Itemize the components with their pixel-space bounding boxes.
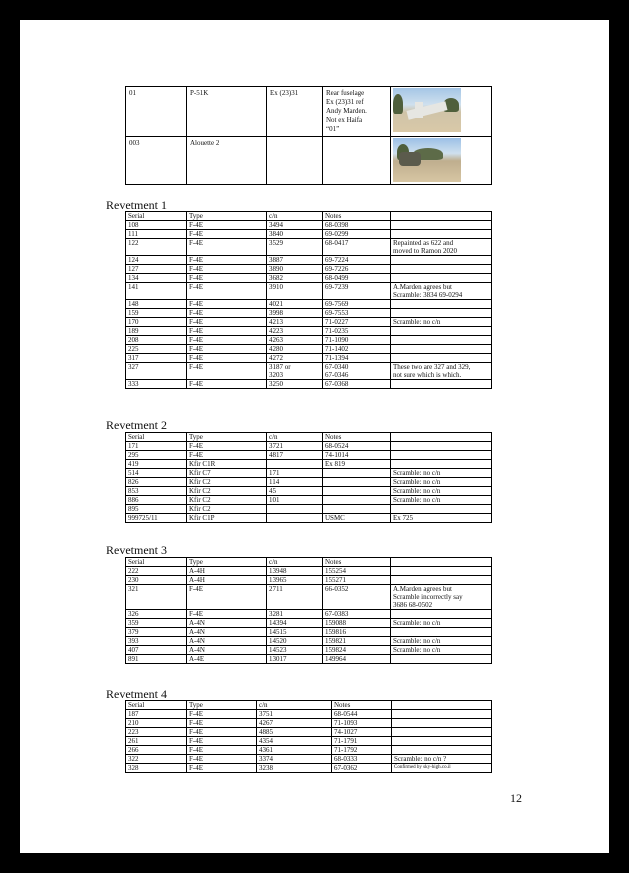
document-page <box>20 20 609 853</box>
remarks-cell: A.Marden agrees but Scramble: 3834 69-0294 <box>391 283 492 300</box>
remarks-cell <box>391 327 492 336</box>
table-row <box>126 354 492 363</box>
notes-cell <box>323 469 391 478</box>
serial-cell: 379 <box>126 628 187 637</box>
notes-cell: 71-1394 <box>323 354 391 363</box>
table-row <box>126 137 492 185</box>
serial-cell: 514 <box>126 469 187 478</box>
page-number: 12 <box>510 791 522 805</box>
type-cell: F-4E <box>187 256 267 265</box>
serial-cell: 826 <box>126 478 187 487</box>
cn-cell: 3374 <box>257 755 332 764</box>
remarks-cell <box>392 719 492 728</box>
serial-cell: 189 <box>126 327 187 336</box>
notes-cell: 71-1402 <box>323 345 391 354</box>
serial-cell: 295 <box>126 451 187 460</box>
cn-cell: 13017 <box>267 655 323 664</box>
column-header: Type <box>187 558 267 567</box>
table-row <box>126 300 492 309</box>
remarks-cell: Repainted as 622 and moved to Ramon 2020 <box>391 239 492 256</box>
notes-cell: Ex 819 <box>323 460 391 469</box>
type-cell: F-4E <box>187 442 267 451</box>
table-row <box>126 728 492 737</box>
table-header-row <box>126 433 492 442</box>
table-row <box>126 505 492 514</box>
remarks-cell <box>391 256 492 265</box>
notes-cell <box>323 505 391 514</box>
remarks-cell <box>391 655 492 664</box>
remarks-cell <box>391 442 492 451</box>
table-row <box>126 710 492 719</box>
serial-cell: 003 <box>126 137 187 185</box>
notes-cell: 159824 <box>323 646 391 655</box>
serial-cell: 321 <box>126 585 187 610</box>
remarks-cell <box>391 345 492 354</box>
notes-cell: 69-0299 <box>323 230 391 239</box>
remarks-cell <box>391 354 492 363</box>
aircraft-photo-table <box>125 86 492 185</box>
remarks-cell: Ex 725 <box>391 514 492 523</box>
type-cell: F-4E <box>187 265 267 274</box>
table-row <box>126 585 492 610</box>
cn-cell: 4213 <box>267 318 323 327</box>
table-row <box>126 478 492 487</box>
section-heading: Revetment 4 <box>106 687 167 701</box>
tail-shape <box>415 102 423 118</box>
serial-cell: 134 <box>126 274 187 283</box>
serial-cell: 108 <box>126 221 187 230</box>
column-header: Notes <box>332 701 392 710</box>
type-cell: A-4N <box>187 637 267 646</box>
serial-cell: 322 <box>126 755 187 764</box>
table-row <box>126 256 492 265</box>
remarks-cell: Scramble: no c/n <box>391 619 492 628</box>
table-row <box>126 469 492 478</box>
table-row <box>126 221 492 230</box>
remarks-cell: Scramble: no c/n <box>391 469 492 478</box>
serial-cell: 111 <box>126 230 187 239</box>
serial-cell: 419 <box>126 460 187 469</box>
tree-shape <box>393 94 403 114</box>
type-cell: F-4E <box>187 345 267 354</box>
table-row <box>126 327 492 336</box>
serial-cell: 999725/11 <box>126 514 187 523</box>
notes-cell: USMC <box>323 514 391 523</box>
serial-cell: 124 <box>126 256 187 265</box>
notes-cell: 155254 <box>323 567 391 576</box>
table-header-row <box>126 558 492 567</box>
table-row <box>126 380 492 389</box>
notes-cell: 68-0524 <box>323 442 391 451</box>
remarks-cell: Scramble: no c/n <box>391 496 492 505</box>
cn-cell: 3910 <box>267 283 323 300</box>
type-cell: A-4N <box>187 619 267 628</box>
table-row <box>126 230 492 239</box>
table-row <box>126 619 492 628</box>
notes-cell: 68-0398 <box>323 221 391 230</box>
type-cell: F-4E <box>187 239 267 256</box>
table-row <box>126 239 492 256</box>
remarks-cell <box>391 451 492 460</box>
cn-cell <box>267 460 323 469</box>
column-header <box>392 701 492 710</box>
table-row <box>126 496 492 505</box>
cn-cell: 114 <box>267 478 323 487</box>
serial-cell: 317 <box>126 354 187 363</box>
notes-cell: 71-1792 <box>332 746 392 755</box>
cn-cell <box>267 137 323 185</box>
serial-cell: 122 <box>126 239 187 256</box>
type-cell: Kfir C1P <box>187 514 267 523</box>
type-cell: F-4E <box>187 283 267 300</box>
notes-cell: Rear fuselage Ex (23)31 ref Andy Marden. Not ex Haifa “01” <box>323 87 391 137</box>
type-cell: A-4N <box>187 628 267 637</box>
cn-cell: 14394 <box>267 619 323 628</box>
type-cell: Alouette 2 <box>187 137 267 185</box>
type-cell: A-4H <box>187 576 267 585</box>
table-row <box>126 274 492 283</box>
cn-cell: 3998 <box>267 309 323 318</box>
serial-cell: 393 <box>126 637 187 646</box>
serial-cell: 171 <box>126 442 187 451</box>
type-cell: F-4E <box>187 274 267 283</box>
type-cell: F-4E <box>187 380 267 389</box>
table-row <box>126 746 492 755</box>
cn-cell: 4817 <box>267 451 323 460</box>
cn-cell: 4272 <box>267 354 323 363</box>
type-cell: A-4H <box>187 567 267 576</box>
fuselage-shape <box>407 101 448 119</box>
serial-cell: 359 <box>126 619 187 628</box>
table-row <box>126 655 492 664</box>
cn-cell: 14523 <box>267 646 323 655</box>
table-row <box>126 451 492 460</box>
table-row <box>126 628 492 637</box>
table-row <box>126 637 492 646</box>
table-row <box>126 610 492 619</box>
cn-cell: 3840 <box>267 230 323 239</box>
helicopter-body-shape <box>399 152 421 166</box>
column-header: c/n <box>267 433 323 442</box>
remarks-cell <box>392 710 492 719</box>
column-header: Type <box>187 433 267 442</box>
type-cell: Kfir C2 <box>187 487 267 496</box>
remarks-cell: Scramble: no c/n <box>391 646 492 655</box>
type-cell: F-4E <box>187 318 267 327</box>
remarks-cell <box>391 300 492 309</box>
notes-cell: 67-0368 <box>323 380 391 389</box>
serial-cell: 266 <box>126 746 187 755</box>
cn-cell: 3187 or 3203 <box>267 363 323 380</box>
revetment-table <box>125 211 492 389</box>
type-cell: F-4E <box>187 221 267 230</box>
type-cell: F-4E <box>187 764 257 773</box>
table-row <box>126 764 492 773</box>
type-cell: F-4E <box>187 363 267 380</box>
type-cell: Kfir C1R <box>187 460 267 469</box>
table-row <box>126 719 492 728</box>
type-cell: F-4E <box>187 327 267 336</box>
type-cell: F-4E <box>187 728 257 737</box>
notes-cell: 68-0333 <box>332 755 392 764</box>
helicopter-photo <box>393 138 461 182</box>
table-row <box>126 363 492 380</box>
table-header-row <box>126 212 492 221</box>
serial-cell: 148 <box>126 300 187 309</box>
remarks-cell <box>392 746 492 755</box>
remarks-cell <box>392 728 492 737</box>
column-header: c/n <box>267 212 323 221</box>
serial-cell: 895 <box>126 505 187 514</box>
notes-cell: 69-7553 <box>323 309 391 318</box>
notes-cell <box>323 478 391 487</box>
cn-cell: 4021 <box>267 300 323 309</box>
remarks-cell: Confirmed by sky-high.co.il <box>392 764 492 773</box>
column-header: c/n <box>267 558 323 567</box>
table-row <box>126 87 492 137</box>
remarks-cell <box>391 460 492 469</box>
type-cell: F-4E <box>187 746 257 755</box>
column-header: Type <box>187 212 267 221</box>
revetment-table <box>125 700 492 773</box>
cn-cell: 3281 <box>267 610 323 619</box>
cn-cell: 3238 <box>257 764 332 773</box>
notes-cell <box>323 137 391 185</box>
column-header: Notes <box>323 212 391 221</box>
table-row <box>126 309 492 318</box>
remarks-cell <box>391 567 492 576</box>
cn-cell: 14520 <box>267 637 323 646</box>
remarks-cell <box>391 230 492 239</box>
serial-cell: 127 <box>126 265 187 274</box>
cn-cell: 3494 <box>267 221 323 230</box>
column-header <box>391 558 492 567</box>
revetment-table <box>125 432 492 523</box>
type-cell: Kfir C7 <box>187 469 267 478</box>
type-cell: F-4E <box>187 336 267 345</box>
aircraft-photo <box>393 88 461 132</box>
cn-cell: 3529 <box>267 239 323 256</box>
serial-cell: 208 <box>126 336 187 345</box>
revetment-table <box>125 557 492 664</box>
table-row <box>126 283 492 300</box>
notes-cell: 74-1027 <box>332 728 392 737</box>
remarks-cell <box>391 576 492 585</box>
notes-cell: 68-0417 <box>323 239 391 256</box>
cn-cell: 45 <box>267 487 323 496</box>
notes-cell: 149964 <box>323 655 391 664</box>
remarks-cell <box>391 309 492 318</box>
type-cell: F-4E <box>187 610 267 619</box>
column-header: Serial <box>126 558 187 567</box>
cn-cell: 3682 <box>267 274 323 283</box>
serial-cell: 327 <box>126 363 187 380</box>
cn-cell: 4354 <box>257 737 332 746</box>
remarks-cell <box>391 221 492 230</box>
cn-cell: 13965 <box>267 576 323 585</box>
cn-cell: 4263 <box>267 336 323 345</box>
notes-cell: 159088 <box>323 619 391 628</box>
table-row <box>126 345 492 354</box>
cn-cell: 3751 <box>257 710 332 719</box>
type-cell: F-4E <box>187 230 267 239</box>
table-row <box>126 336 492 345</box>
serial-cell: 891 <box>126 655 187 664</box>
serial-cell: 230 <box>126 576 187 585</box>
type-cell: Kfir C2 <box>187 478 267 487</box>
column-header: Serial <box>126 433 187 442</box>
column-header <box>391 433 492 442</box>
column-header: Notes <box>323 433 391 442</box>
serial-cell: 333 <box>126 380 187 389</box>
remarks-cell <box>392 737 492 746</box>
remarks-cell <box>391 274 492 283</box>
notes-cell: 71-1791 <box>332 737 392 746</box>
table-header-row <box>126 701 492 710</box>
remarks-cell: Scramble: no c/n <box>391 478 492 487</box>
type-cell: F-4E <box>187 300 267 309</box>
column-header: Notes <box>323 558 391 567</box>
cn-cell: 4361 <box>257 746 332 755</box>
cn-cell: 3721 <box>267 442 323 451</box>
table-row <box>126 755 492 764</box>
cn-cell: 2711 <box>267 585 323 610</box>
remarks-cell <box>391 610 492 619</box>
cn-cell <box>267 505 323 514</box>
remarks-cell: Scramble: no c/n <box>391 637 492 646</box>
notes-cell: 67-0362 <box>332 764 392 773</box>
notes-cell: 71-0227 <box>323 318 391 327</box>
remarks-cell: Scramble: no c/n <box>391 318 492 327</box>
notes-cell: 69-7239 <box>323 283 391 300</box>
table-row <box>126 567 492 576</box>
table-row <box>126 487 492 496</box>
table-row <box>126 460 492 469</box>
cn-cell: 4885 <box>257 728 332 737</box>
type-cell: A-4E <box>187 655 267 664</box>
serial-cell: 159 <box>126 309 187 318</box>
remarks-cell: Scramble: no c/n <box>391 487 492 496</box>
cn-cell: 3890 <box>267 265 323 274</box>
serial-cell: 407 <box>126 646 187 655</box>
cn-cell: 13948 <box>267 567 323 576</box>
table-row <box>126 576 492 585</box>
type-cell: F-4E <box>187 451 267 460</box>
serial-cell: 225 <box>126 345 187 354</box>
cn-cell: Ex (23)31 <box>267 87 323 137</box>
remarks-cell: Scramble: no c/n ? <box>392 755 492 764</box>
remarks-cell <box>391 336 492 345</box>
serial-cell: 170 <box>126 318 187 327</box>
notes-cell: 69-7224 <box>323 256 391 265</box>
serial-cell: 886 <box>126 496 187 505</box>
remarks-cell <box>391 380 492 389</box>
cn-cell: 3250 <box>267 380 323 389</box>
type-cell: F-4E <box>187 309 267 318</box>
column-header <box>391 212 492 221</box>
table-row <box>126 646 492 655</box>
serial-cell: 326 <box>126 610 187 619</box>
notes-cell: 74-1014 <box>323 451 391 460</box>
column-header: c/n <box>257 701 332 710</box>
type-cell: F-4E <box>187 719 257 728</box>
notes-cell: 66-0352 <box>323 585 391 610</box>
notes-cell: 67-0340 67-0346 <box>323 363 391 380</box>
type-cell: Kfir C2 <box>187 496 267 505</box>
cn-cell <box>267 514 323 523</box>
remarks-cell: These two are 327 and 329, not sure which is which. <box>391 363 492 380</box>
notes-cell: 71-1093 <box>332 719 392 728</box>
table-row <box>126 442 492 451</box>
notes-cell: 68-0544 <box>332 710 392 719</box>
notes-cell: 69-7226 <box>323 265 391 274</box>
notes-cell: 155271 <box>323 576 391 585</box>
remarks-cell <box>391 628 492 637</box>
serial-cell: 853 <box>126 487 187 496</box>
notes-cell: 159816 <box>323 628 391 637</box>
serial-cell: 141 <box>126 283 187 300</box>
notes-cell: 159821 <box>323 637 391 646</box>
notes-cell: 67-0383 <box>323 610 391 619</box>
serial-cell: 222 <box>126 567 187 576</box>
notes-cell: 68-0499 <box>323 274 391 283</box>
type-cell: Kfir C2 <box>187 505 267 514</box>
type-cell: F-4E <box>187 755 257 764</box>
remarks-cell <box>391 505 492 514</box>
notes-cell <box>323 496 391 505</box>
remarks-cell: A.Marden agrees but Scramble incorrectly say 3686 68-0502 <box>391 585 492 610</box>
cn-cell: 4267 <box>257 719 332 728</box>
notes-cell <box>323 487 391 496</box>
section-heading: Revetment 3 <box>106 543 167 557</box>
type-cell: F-4E <box>187 710 257 719</box>
serial-cell: 01 <box>126 87 187 137</box>
type-cell: F-4E <box>187 737 257 746</box>
notes-cell: 69-7569 <box>323 300 391 309</box>
notes-cell: 71-1090 <box>323 336 391 345</box>
table-row <box>126 265 492 274</box>
serial-cell: 223 <box>126 728 187 737</box>
cn-cell: 171 <box>267 469 323 478</box>
section-heading: Revetment 2 <box>106 418 167 432</box>
table-row <box>126 318 492 327</box>
table-row <box>126 737 492 746</box>
remarks-cell <box>391 265 492 274</box>
serial-cell: 261 <box>126 737 187 746</box>
column-header: Serial <box>126 701 187 710</box>
notes-cell: 71-0235 <box>323 327 391 336</box>
cn-cell: 3887 <box>267 256 323 265</box>
column-header: Serial <box>126 212 187 221</box>
serial-cell: 210 <box>126 719 187 728</box>
cn-cell: 101 <box>267 496 323 505</box>
type-cell: F-4E <box>187 354 267 363</box>
column-header: Type <box>187 701 257 710</box>
type-cell: A-4N <box>187 646 267 655</box>
cn-cell: 4280 <box>267 345 323 354</box>
section-heading: Revetment 1 <box>106 198 167 212</box>
cn-cell: 14515 <box>267 628 323 637</box>
cn-cell: 4223 <box>267 327 323 336</box>
serial-cell: 187 <box>126 710 187 719</box>
table-row <box>126 514 492 523</box>
serial-cell: 328 <box>126 764 187 773</box>
type-cell: P-51K <box>187 87 267 137</box>
type-cell: F-4E <box>187 585 267 610</box>
